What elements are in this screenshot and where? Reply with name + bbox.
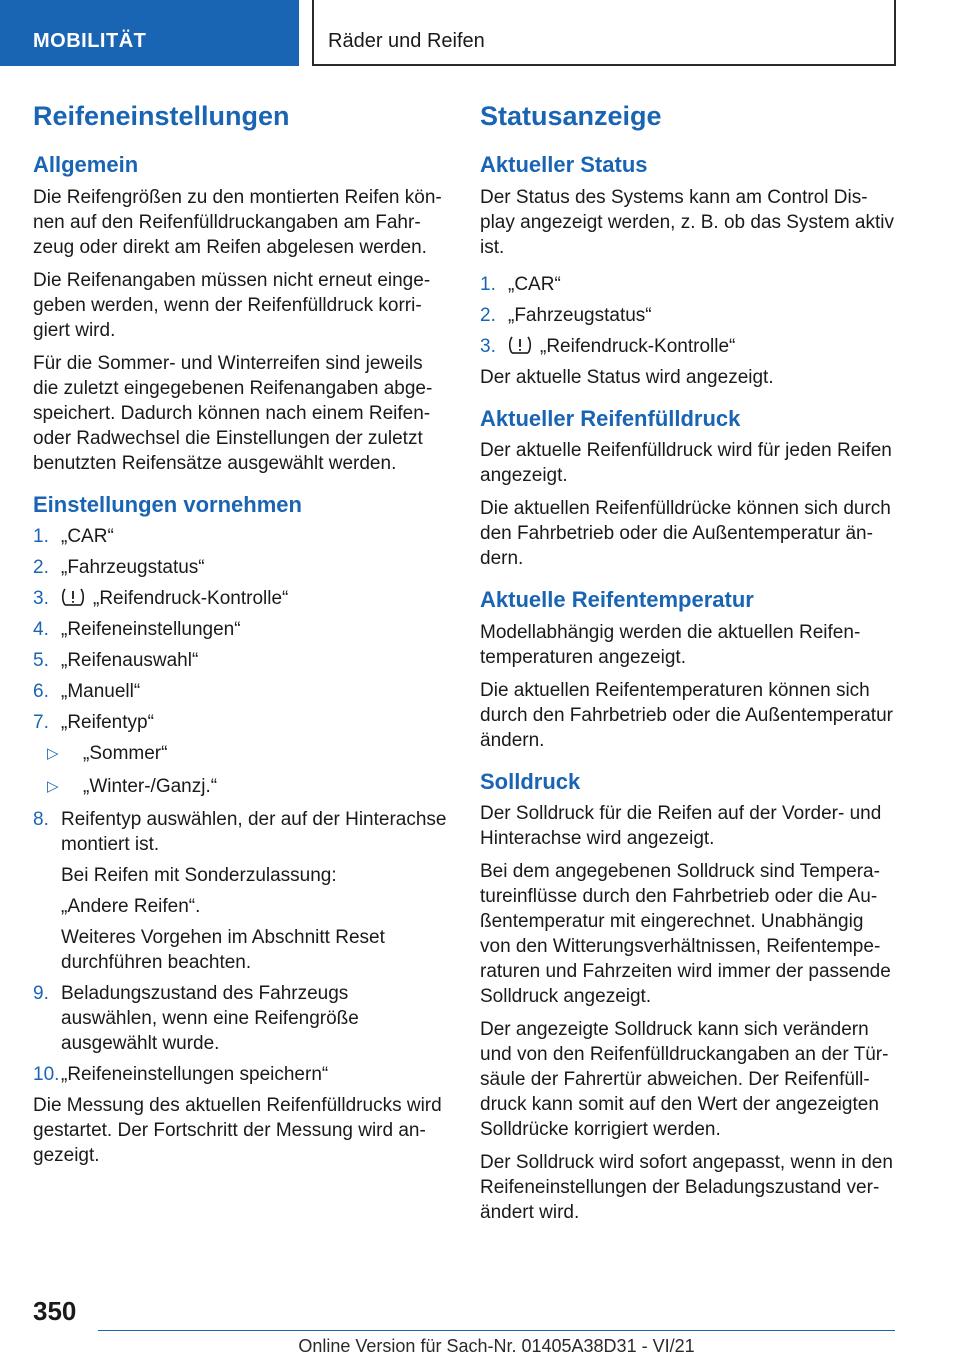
step-number: 2. <box>480 304 496 326</box>
list-item <box>33 586 448 611</box>
heading-aktueller-status: Aktueller Status <box>480 152 648 178</box>
heading-einstellungen-vornehmen: Einstellungen vornehmen <box>33 491 302 517</box>
settings-steps-list <box>33 524 448 1087</box>
page-header <box>0 0 960 66</box>
list-item <box>33 555 448 580</box>
list-item <box>33 617 448 642</box>
paragraph: Die aktuellen Reifenfülldrücke können sich durch den Fahrbetrieb oder die Außentemperatur ändern. <box>480 498 891 570</box>
list-item <box>480 303 895 328</box>
paragraph: Modellabhängig werden die aktuellen Reifentemperaturen angezeigt. <box>480 621 861 668</box>
paragraph: Für die Sommer- und Winterreifen sind jeweils die zuletzt eingegebenen Reifenangaben abgespeichert. Dadurch können nach einem Reifen- oder Radwechsel die Einstellungen der zuletzt benutzten Reifensätze ausgewählt werden. <box>33 352 433 474</box>
tire-pressure-warning-icon <box>508 334 532 356</box>
section-label: MOBILITÄT <box>0 0 299 66</box>
option-text: „Sommer“ <box>83 743 168 765</box>
step-text: „Fahrzeugstatus“ <box>508 304 652 326</box>
list-item <box>33 710 448 799</box>
paragraph: Der angezeigte Solldruck kann sich verändern und von den Reifenfülldruckangaben an der Türsäule der Fahrertür abweichen. Der Reifenfülldruck kann somit auf den Wert der angezeigten Solldrücke korrigiert werden. <box>480 1018 889 1140</box>
heading-aktueller-reifenfuelldruck: Aktueller Reifenfülldruck <box>480 405 741 431</box>
tire-type-options <box>33 741 448 799</box>
heading-aktuelle-reifentemperatur: Aktuelle Reifentemperatur <box>480 587 754 613</box>
list-item <box>33 679 448 704</box>
status-steps-list <box>480 272 895 359</box>
step-note: Weiteres Vorgehen im Abschnitt Reset durchführen beachten. <box>61 927 385 974</box>
chapter-label: Räder und Reifen <box>312 0 896 66</box>
right-column <box>480 100 895 1233</box>
list-item <box>33 648 448 673</box>
paragraph: Der Solldruck für die Reifen auf der Vorder- und Hinterachse wird angezeigt. <box>480 802 882 849</box>
step-number: 1. <box>480 273 496 295</box>
list-item <box>33 774 448 799</box>
paragraph: Der aktuelle Status wird angezeigt. <box>480 366 774 388</box>
list-item <box>33 741 448 766</box>
step-text: „Reifeneinstellungen speichern“ <box>61 1064 329 1086</box>
step-text: „Fahrzeugstatus“ <box>61 557 205 579</box>
tire-pressure-warning-icon <box>61 586 85 608</box>
online-version-note: Online Version für Sach-Nr. 01405A38D31 - VI/21 <box>298 1336 695 1356</box>
step-note: Bei Reifen mit Sonderzulassung: <box>61 865 337 887</box>
step-text: „CAR“ <box>61 526 114 548</box>
paragraph: Die Reifengrößen zu den montierten Reifen können auf den Reifenfülldruckangaben am Fahrzeug oder direkt am Reifen abgelesen werden. <box>33 186 442 258</box>
list-item <box>33 807 448 975</box>
paragraph: Die Messung des aktuellen Reifenfülldrucks wird gestartet. Der Fortschritt der Messung wird angezeigt. <box>33 1095 442 1167</box>
step-number: 8. <box>33 809 49 831</box>
paragraph: Der Status des Systems kann am Control Display angezeigt werden, z. B. ob das System aktiv ist. <box>480 186 894 258</box>
step-number: 3. <box>33 588 49 610</box>
step-text: „Reifendruck-Kontrolle“ <box>540 335 736 357</box>
step-text: „Reifenauswahl“ <box>61 650 199 672</box>
list-item <box>33 524 448 549</box>
triangle-bullet-icon: ▷ <box>47 778 59 796</box>
step-number: 7. <box>33 712 49 734</box>
step-text: „CAR“ <box>508 273 561 295</box>
paragraph: Die Reifenangaben müssen nicht erneut eingegeben werden, wenn der Reifenfülldruck korrigiert wird. <box>33 269 431 341</box>
paragraph: Der Solldruck wird sofort angepasst, wenn in den Reifeneinstellungen der Beladungszustand verändert wird. <box>480 1151 893 1223</box>
paragraph: Die aktuellen Reifentemperaturen können sich durch den Fahrbetrieb oder die Außentemperatur ändern. <box>480 679 893 751</box>
paragraph: Bei dem angegebenen Solldruck sind Temperatureinflüsse durch den Fahrbetrieb oder die Außentemperatur mit eingerechnet. Unabhängig von den Witterungsverhältnissen, Reifentemperaturen und Fahrzeiten wird immer der passende Solldruck angezeigt. <box>480 860 891 1007</box>
step-number: 4. <box>33 619 49 641</box>
step-number: 3. <box>480 335 496 357</box>
step-text: „Reifeneinstellungen“ <box>61 619 241 641</box>
page-number: 350 <box>33 1296 77 1326</box>
step-number: 10. <box>33 1064 60 1086</box>
step-text: „Reifentyp“ <box>61 712 154 734</box>
step-number: 1. <box>33 526 49 548</box>
step-text: „Manuell“ <box>61 681 141 703</box>
heading-solldruck: Solldruck <box>480 768 581 794</box>
section-title-statusanzeige: Statusanzeige <box>480 101 662 131</box>
step-number: 6. <box>33 681 49 703</box>
option-text: „Winter-/Ganzj.“ <box>83 776 218 798</box>
left-column <box>33 100 448 1176</box>
list-item <box>480 272 895 297</box>
triangle-bullet-icon: ▷ <box>47 745 59 763</box>
list-item <box>33 1062 448 1087</box>
list-item <box>33 981 448 1056</box>
list-item <box>480 334 895 359</box>
step-note: „Andere Reifen“. <box>61 896 201 918</box>
step-number: 5. <box>33 650 49 672</box>
step-text: „Reifendruck-Kontrolle“ <box>93 588 289 610</box>
paragraph: Der aktuelle Reifenfülldruck wird für jeden Reifen angezeigt. <box>480 440 892 487</box>
section-title-reifeneinstellungen: Reifeneinstellungen <box>33 101 290 131</box>
heading-allgemein: Allgemein <box>33 152 139 178</box>
footer-divider <box>98 1330 895 1331</box>
step-text: Beladungszustand des Fahrzeugs auswählen, wenn eine Reifengröße ausgewählt wurde. <box>61 983 359 1055</box>
step-number: 9. <box>33 983 49 1005</box>
step-number: 2. <box>33 557 49 579</box>
step-text: Reifentyp auswählen, der auf der Hinterachse montiert ist. <box>61 809 447 856</box>
